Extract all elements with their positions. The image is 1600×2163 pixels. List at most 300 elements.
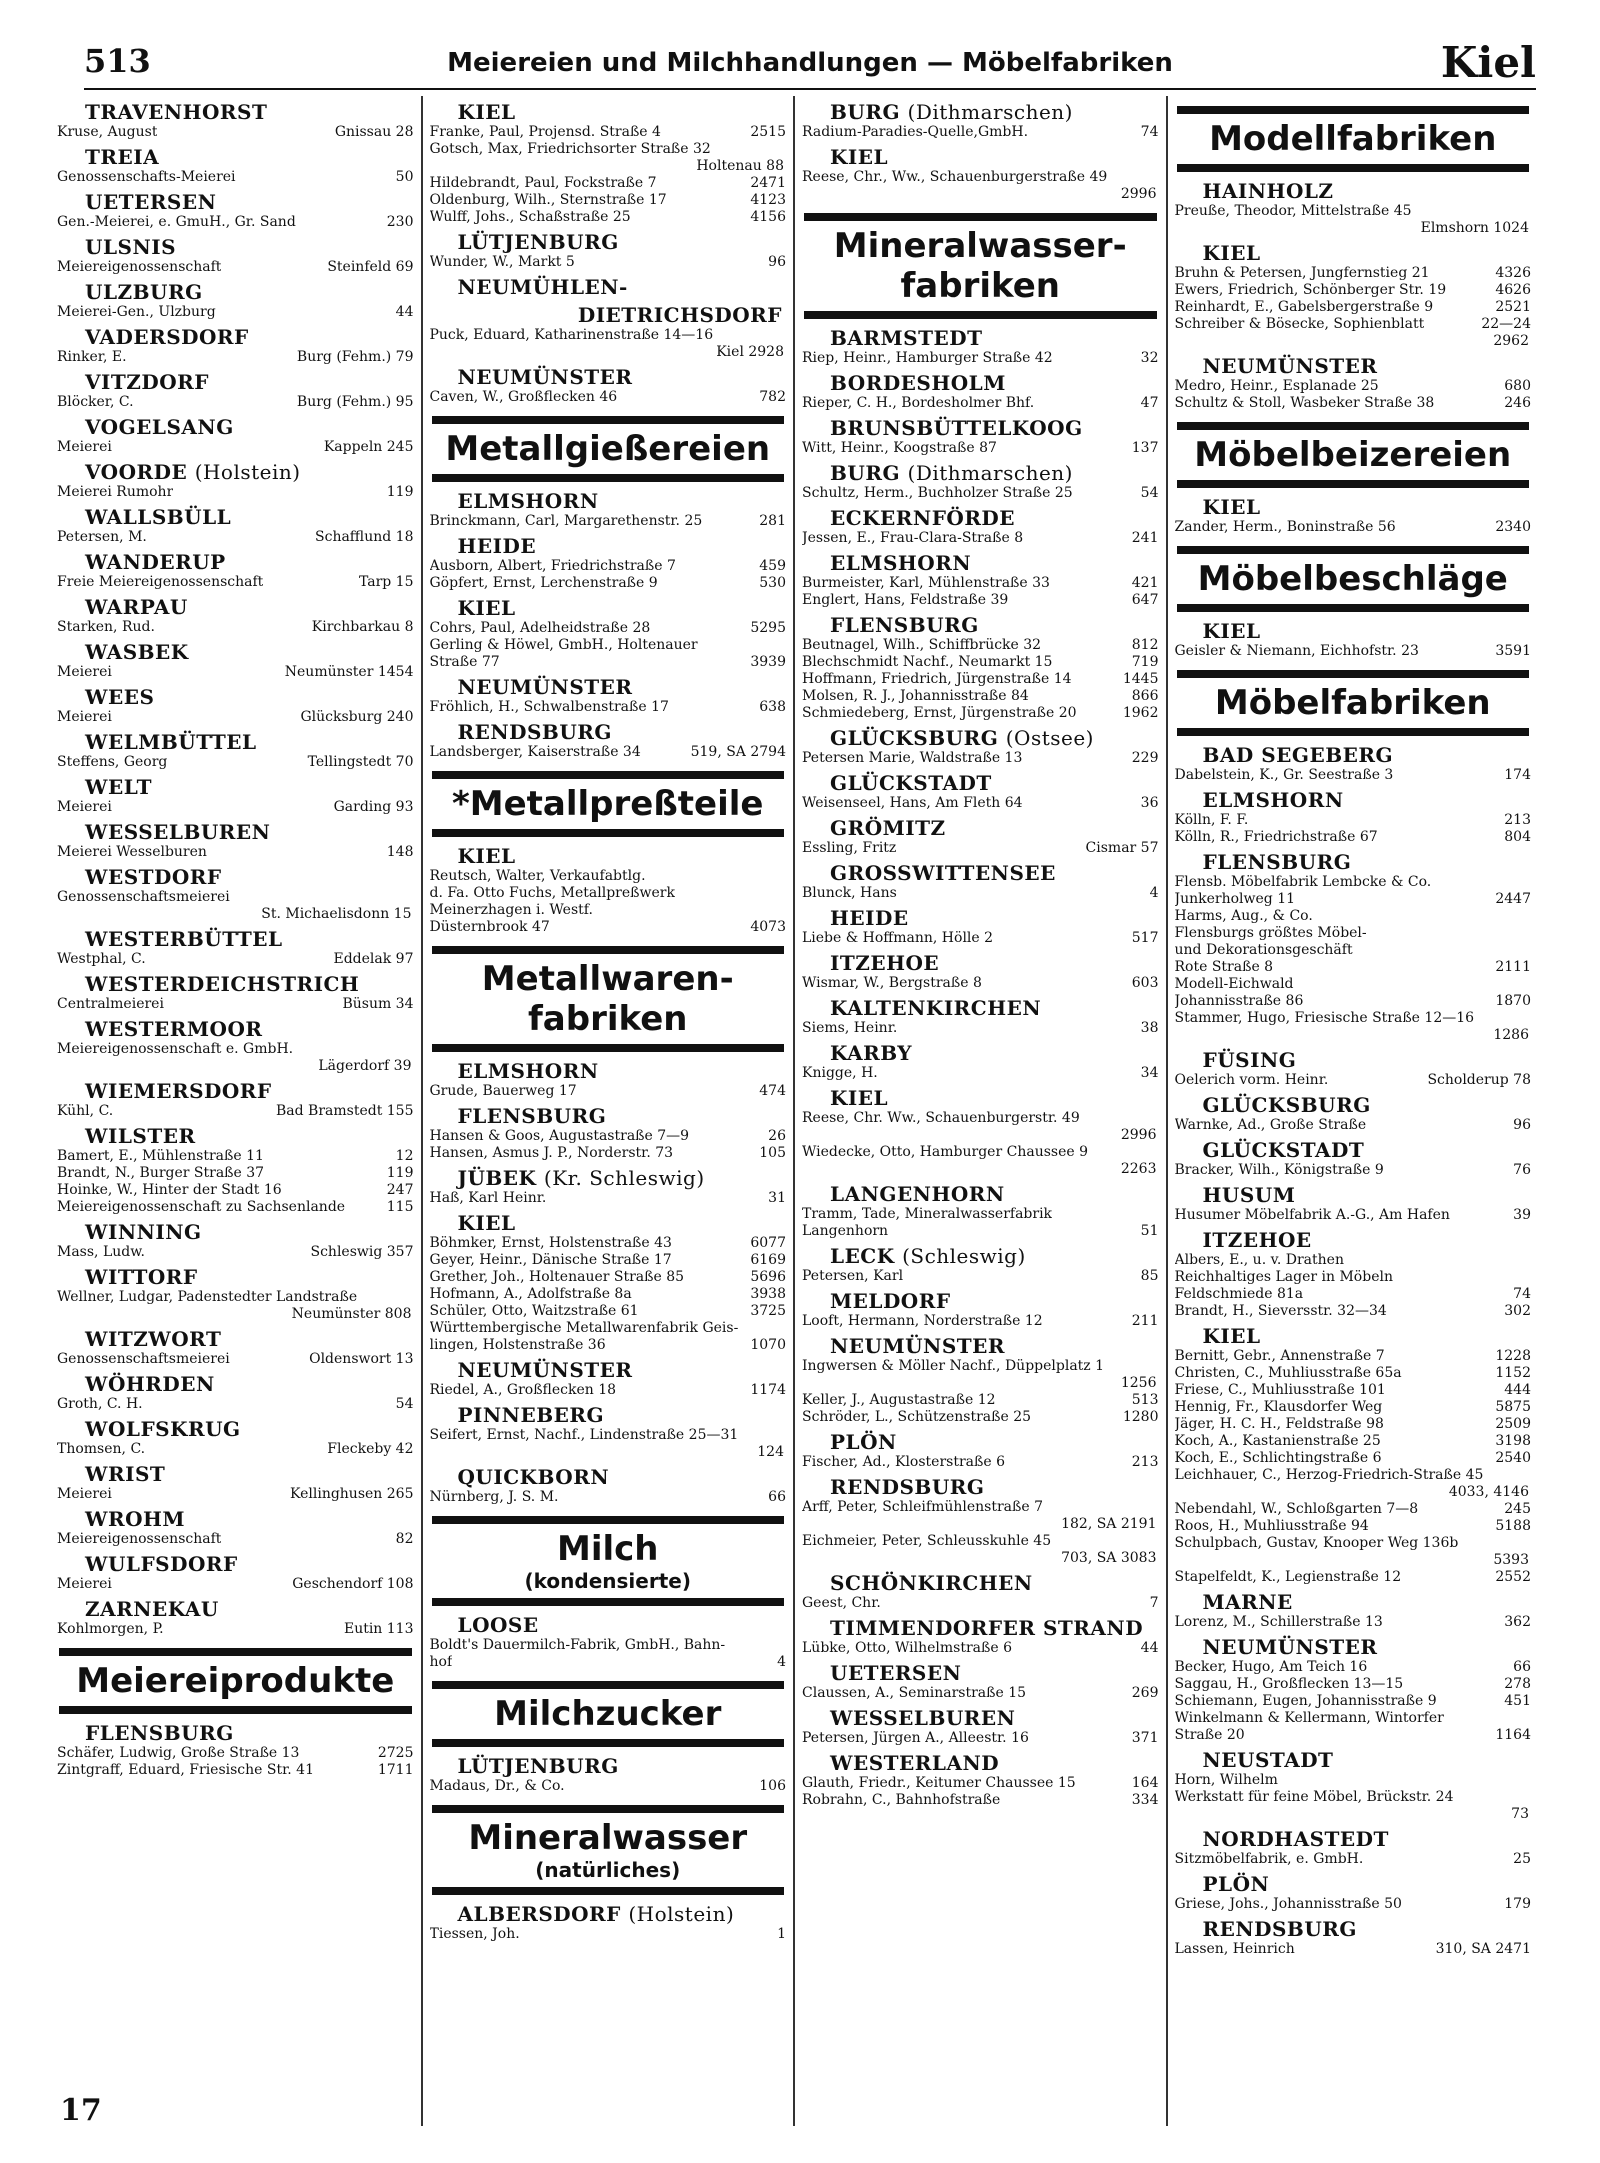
listing-entry	[430, 1286, 787, 1303]
listing-entry	[802, 1775, 1159, 1792]
town-heading	[802, 1662, 1159, 1685]
entry-phone: 96	[1513, 1117, 1531, 1133]
town-heading	[1175, 1229, 1532, 1252]
entry-name: Böhmker, Ernst, Holstenstraße 43	[429, 1235, 672, 1251]
town-name: GLÜCKSTADT	[830, 771, 992, 795]
entry-name: Reese, Chr. Ww., Schauenburgerstr. 49	[802, 1110, 1080, 1126]
listing-entry	[802, 1065, 1159, 1082]
town-name: WILSTER	[85, 1124, 196, 1148]
listing-entry	[430, 654, 787, 671]
listing-entry	[1175, 1010, 1532, 1027]
listing-entry	[1175, 942, 1532, 959]
town-heading	[430, 490, 787, 513]
entry-phone: 245	[1504, 1501, 1531, 1517]
listing-entry	[430, 1235, 787, 1252]
town-heading	[1175, 242, 1532, 265]
entry-phone: Bad Bramstedt 155	[275, 1103, 414, 1119]
town-heading	[57, 1373, 414, 1396]
entry-phone: Kappeln 245	[323, 439, 414, 455]
town-heading	[57, 1328, 414, 1351]
town-name: VADERSDORF	[85, 325, 249, 349]
listing-entry	[802, 124, 1159, 141]
listing-entry	[430, 124, 787, 141]
entry-phone	[780, 141, 786, 158]
listing-entry	[1175, 1535, 1532, 1552]
category-heading	[432, 1516, 785, 1606]
town-name: HAINHOLZ	[1202, 179, 1334, 203]
town-name: WELT	[85, 775, 153, 799]
entry-phone: 1174	[750, 1382, 786, 1398]
listing-entry	[802, 688, 1159, 705]
entry-phone	[780, 1427, 786, 1444]
listing-entry	[57, 349, 414, 366]
entry-continuation: Elmshorn 1024	[1420, 220, 1529, 236]
entry-name: Koch, A., Kastanienstraße 25	[1174, 1433, 1381, 1449]
listing-entry	[802, 575, 1159, 592]
town-name: BORDESHOLM	[830, 371, 1006, 395]
entry-phone	[1153, 1110, 1159, 1127]
listing-entry	[802, 1792, 1159, 1809]
town-name: WESTERBÜTTEL	[85, 927, 283, 951]
entry-name: Straße 77	[429, 654, 500, 670]
entry-continuation: 703, SA 3083	[1061, 1550, 1157, 1566]
town-name: RENDSBURG	[830, 1475, 985, 1499]
listing-entry	[1175, 1450, 1532, 1467]
entry-phone: 278	[1504, 1676, 1531, 1692]
entry-phone: 3591	[1495, 643, 1531, 659]
town-heading	[802, 1752, 1159, 1775]
entry-phone: 2509	[1495, 1416, 1531, 1432]
town-heading	[802, 997, 1159, 1020]
town-name: KARBY	[830, 1041, 913, 1065]
entry-name: Reichhaltiges Lager in Möbeln	[1174, 1269, 1393, 1285]
category-subtitle: (natürliches)	[535, 1858, 681, 1882]
entry-name: Meiereigenossenschaft	[57, 1531, 222, 1547]
entry-name: Schultz, Herm., Buchholzer Straße 25	[802, 485, 1073, 501]
entry-name: Petersen Marie, Waldstraße 13	[802, 750, 1023, 766]
entry-phone: 4073	[750, 919, 786, 935]
listing-entry	[57, 1244, 414, 1261]
listing-entry	[57, 1199, 414, 1216]
entry-continuation: St. Michaelisdonn 15	[261, 906, 412, 922]
entry-phone: 517	[1131, 930, 1159, 946]
listing-entry	[1175, 1710, 1532, 1727]
entry-name: Reese, Chr., Ww., Schauenburgerstraße 49	[802, 169, 1108, 185]
town-name: UETERSEN	[85, 190, 217, 214]
listing-entry	[1175, 925, 1532, 942]
column-2	[423, 96, 796, 2126]
listing-entry	[57, 1396, 414, 1413]
listing-entry	[430, 902, 787, 919]
entry-name: Meierei	[57, 799, 112, 815]
town-heading	[57, 596, 414, 619]
town-name: PLÖN	[1202, 1872, 1270, 1896]
entry-phone: 1164	[1495, 1727, 1531, 1743]
listing-entry	[430, 885, 787, 902]
entry-phone: 2471	[750, 175, 786, 191]
category-heading	[432, 771, 785, 837]
town-name: KIEL	[1202, 495, 1261, 519]
town-name: WIEMERSDORF	[85, 1079, 272, 1103]
entry-name: Nürnberg, J. S. M.	[429, 1489, 559, 1505]
entry-phone: 66	[768, 1489, 786, 1505]
entry-continuation: 4033, 4146	[1448, 1484, 1529, 1500]
listing-entry	[57, 169, 414, 186]
town-name: ALBERSDORF	[457, 1902, 621, 1926]
entry-phone: 1711	[377, 1762, 414, 1778]
entry-name: d. Fa. Otto Fuchs, Metallpreßwerk	[429, 885, 675, 901]
town-heading	[430, 1404, 787, 1427]
entry-name: Schiemann, Eugen, Johannisstraße 9	[1174, 1693, 1437, 1709]
category-title: Mineralwasser	[468, 1818, 748, 1858]
entry-phone: 444	[1504, 1382, 1531, 1398]
entry-phone: 1152	[1495, 1365, 1531, 1381]
entry-phone: 1445	[1122, 671, 1159, 687]
entry-phone	[1525, 1467, 1531, 1484]
entry-name: Grude, Bauerweg 17	[429, 1083, 577, 1099]
town-heading	[57, 866, 414, 889]
entry-name: Modell-Eichwald	[1174, 976, 1294, 992]
listing-entry	[802, 671, 1159, 688]
listing-entry	[1175, 959, 1532, 976]
entry-name: Riep, Heinr., Hamburger Straße 42	[802, 350, 1053, 366]
entry-name: Stammer, Hugo, Friesische Straße 12—16	[1174, 1010, 1475, 1026]
town-heading	[802, 772, 1159, 795]
town-name: BURG	[830, 100, 901, 124]
entry-phone: Eddelak 97	[333, 951, 414, 967]
listing-entry	[802, 1640, 1159, 1657]
entry-phone: 603	[1131, 975, 1159, 991]
entry-phone: 334	[1131, 1792, 1159, 1808]
entry-continuation: 124	[757, 1444, 784, 1460]
listing-entry	[802, 592, 1159, 609]
category-title: Modellfabriken	[1209, 119, 1497, 159]
entry-name: Thomsen, C.	[57, 1441, 146, 1457]
town-name: KIEL	[457, 100, 516, 124]
category-title: Metallgießereien	[445, 429, 771, 469]
town-note: (Kr. Schleswig)	[543, 1166, 705, 1190]
entry-phone	[780, 637, 786, 654]
town-heading	[430, 1755, 787, 1778]
entry-name: Göpfert, Ernst, Lerchenstraße 9	[429, 575, 658, 591]
entry-name: Becker, Hugo, Am Teich 16	[1174, 1659, 1368, 1675]
category-title: Meiereiprodukte	[76, 1661, 395, 1701]
listing-entry	[430, 513, 787, 530]
town-heading	[802, 462, 1159, 485]
town-name: WESTDORF	[85, 865, 222, 889]
town-name: FLENSBURG	[85, 1721, 234, 1745]
entry-phone: Schleswig 357	[310, 1244, 414, 1260]
listing-entry	[802, 440, 1159, 457]
entry-name: Albers, E., u. v. Drathen	[1174, 1252, 1344, 1268]
entry-name: Winkelmann & Kellermann, Wintorfer	[1174, 1710, 1444, 1726]
entry-phone: 179	[1504, 1896, 1531, 1912]
entry-name: Centralmeierei	[57, 996, 164, 1012]
town-name: ULZBURG	[85, 280, 203, 304]
entry-name: Groth, C. H.	[57, 1396, 143, 1412]
listing-entry	[802, 1020, 1159, 1037]
town-heading	[57, 1553, 414, 1576]
town-name: QUICKBORN	[457, 1465, 610, 1489]
entry-phone: 39	[1513, 1207, 1531, 1223]
entry-name: Meierei Wesselburen	[57, 844, 207, 860]
town-heading	[430, 1359, 787, 1382]
town-name: KIEL	[830, 145, 889, 169]
listing-entry	[1175, 1614, 1532, 1631]
listing-entry	[1175, 1727, 1532, 1744]
entry-phone: 32	[1140, 350, 1159, 366]
listing-entry	[57, 124, 414, 141]
entry-name: Brinckmann, Carl, Margarethenstr. 25	[429, 513, 703, 529]
entry-continuation: 2962	[1493, 333, 1529, 349]
entry-name: Gotsch, Max, Friedrichsorter Straße 32	[429, 141, 711, 157]
entry-phone	[780, 1637, 786, 1654]
entry-continuation: Neumünster 808	[291, 1306, 412, 1322]
entry-phone	[1525, 874, 1531, 891]
entry-phone: 38	[1140, 1020, 1159, 1036]
town-heading	[57, 371, 414, 394]
town-name: WOLFSKRUG	[85, 1417, 241, 1441]
entry-phone: 4123	[750, 192, 786, 208]
category-heading	[1177, 546, 1530, 612]
entry-phone: 26	[768, 1128, 786, 1144]
town-name: NEUMÜNSTER	[1202, 1635, 1378, 1659]
listing-entry	[430, 141, 787, 158]
listing-entry	[430, 1320, 787, 1337]
entry-name: Blöcker, C.	[57, 394, 134, 410]
town-heading	[802, 952, 1159, 975]
entry-phone: 647	[1131, 592, 1159, 608]
town-name: GLÜCKSBURG	[1202, 1093, 1371, 1117]
entry-phone: Geschendorf 108	[292, 1576, 414, 1592]
entry-phone: Tarp 15	[358, 574, 414, 590]
entry-phone: 31	[768, 1190, 786, 1206]
entry-phone: Kellinghusen 265	[290, 1486, 414, 1502]
entry-name: Liebe & Hoffmann, Hölle 2	[802, 930, 994, 946]
category-heading	[432, 1681, 785, 1747]
entry-name: Koch, E., Schlichtingstraße 6	[1174, 1450, 1382, 1466]
entry-phone: Burg (Fehm.) 95	[296, 394, 414, 410]
listing-entry	[57, 844, 414, 861]
entry-name: Friese, C., Muhliusstraße 101	[1174, 1382, 1386, 1398]
entry-name: Warnke, Ad., Große Straße	[1174, 1117, 1367, 1133]
category-heading	[432, 416, 785, 482]
entry-continuation: 1256	[1120, 1375, 1157, 1391]
entry-phone	[780, 327, 786, 344]
town-name: NEUMÜHLEN-	[457, 275, 628, 299]
listing-entry	[57, 1621, 414, 1638]
town-name: NEUMÜNSTER	[830, 1334, 1006, 1358]
listing-entry	[802, 1110, 1159, 1127]
listing-entry	[802, 1533, 1159, 1550]
town-name: WINNING	[85, 1220, 202, 1244]
listing-entry	[430, 192, 787, 209]
entry-name: Husumer Möbelfabrik A.-G., Am Hafen	[1174, 1207, 1450, 1223]
entry-name: Feldschmiede 81a	[1174, 1286, 1304, 1302]
town-heading	[1175, 1828, 1532, 1851]
entry-name: Caven, W., Großflecken 46	[429, 389, 618, 405]
entry-name: Robrahn, C., Bahnhofstraße	[802, 1792, 1001, 1808]
entry-name: Gerling & Höwel, GmbH., Holtenauer	[429, 637, 698, 653]
listing-entry	[1175, 1365, 1532, 1382]
listing-entry	[57, 619, 414, 636]
entry-phone: 246	[1504, 395, 1531, 411]
town-name: ITZEHOE	[1202, 1228, 1312, 1252]
entry-name: Werkstatt für feine Möbel, Brückstr. 24	[1174, 1789, 1454, 1805]
town-heading	[1175, 1325, 1532, 1348]
column-3	[795, 96, 1168, 2126]
entry-phone: 164	[1131, 1775, 1159, 1791]
town-heading	[1175, 1184, 1532, 1207]
entry-name: Boldt's Dauermilch-Fabrik, GmbH., Bahn-	[429, 1637, 726, 1653]
entry-name: Tiessen, Joh.	[429, 1926, 520, 1942]
listing-entry	[802, 1144, 1159, 1161]
town-heading	[802, 1476, 1159, 1499]
town-name: HEIDE	[457, 534, 537, 558]
town-heading	[430, 535, 787, 558]
listing-entry	[1175, 1501, 1532, 1518]
entry-name: Dabelstein, K., Gr. Seestraße 3	[1174, 767, 1394, 783]
entry-phone: 2725	[377, 1745, 414, 1761]
entry-name: Nebendahl, W., Schloßgarten 7—8	[1174, 1501, 1419, 1517]
entry-phone	[1153, 169, 1159, 186]
town-heading	[57, 1722, 414, 1745]
entry-phone: 2515	[750, 124, 786, 140]
entry-phone: 451	[1504, 1693, 1531, 1709]
entry-name: Meierei	[57, 1576, 112, 1592]
town-name: NEUSTADT	[1202, 1748, 1334, 1772]
entry-name: Meierei	[57, 439, 112, 455]
entry-phone: 22—24	[1481, 316, 1531, 332]
entry-name: Petersen, Karl	[802, 1268, 904, 1284]
entry-name: Hoffmann, Friedrich, Jürgenstraße 14	[802, 671, 1072, 687]
listing-entry	[57, 1351, 414, 1368]
entry-phone: 74	[1513, 1286, 1531, 1302]
listing-entry	[802, 350, 1159, 367]
entry-phone: 1280	[1122, 1409, 1159, 1425]
category-title: Mineralwasser-fabriken	[833, 226, 1127, 306]
entry-phone: 310, SA 2471	[1435, 1941, 1531, 1957]
listing-entry	[802, 530, 1159, 547]
town-name: VOGELSANG	[85, 415, 234, 439]
listing-entry	[802, 795, 1159, 812]
town-name: KIEL	[1202, 241, 1261, 265]
entry-name: Molsen, R. J., Johannisstraße 84	[802, 688, 1029, 704]
entry-phone: Glücksburg 240	[300, 709, 414, 725]
entry-phone: 2521	[1495, 299, 1531, 315]
listing-entry	[1175, 1433, 1532, 1450]
town-name: WÖHRDEN	[85, 1372, 215, 1396]
town-heading	[57, 1080, 414, 1103]
entry-phone	[1153, 1144, 1159, 1161]
category-heading	[59, 1648, 412, 1714]
town-heading	[802, 907, 1159, 930]
entry-name: Brandt, H., Sieversstr. 32—34	[1174, 1303, 1387, 1319]
entry-phone: 782	[759, 389, 786, 405]
town-heading	[57, 686, 414, 709]
listing-entry	[1175, 767, 1532, 784]
entry-phone: 2111	[1495, 959, 1531, 975]
entry-phone	[1153, 1499, 1159, 1516]
town-name: NEUMÜNSTER	[457, 365, 633, 389]
entry-name: Meierei-Gen., Ulzburg	[57, 304, 216, 320]
entry-name: Witt, Heinr., Koogstraße 87	[802, 440, 997, 456]
entry-name: Hennig, Fr., Klausdorfer Weg	[1174, 1399, 1383, 1415]
entry-phone: Büsum 34	[342, 996, 414, 1012]
listing-entry	[430, 1778, 787, 1795]
entry-phone: 269	[1131, 1685, 1159, 1701]
entry-phone: 74	[1140, 124, 1159, 140]
listing-entry	[430, 175, 787, 192]
listing-entry	[1175, 1269, 1532, 1286]
listing-entry	[1175, 1162, 1532, 1179]
entry-name: Rieper, C. H., Bordesholmer Bhf.	[802, 395, 1035, 411]
town-heading	[802, 1183, 1159, 1206]
town-heading	[57, 416, 414, 439]
town-heading	[430, 676, 787, 699]
category-title: Möbelfabriken	[1214, 683, 1491, 723]
entry-name: Cohrs, Paul, Adelheidstraße 28	[429, 620, 651, 636]
listing-entry	[57, 1745, 414, 1762]
entry-name: Hoinke, W., Hinter der Stadt 16	[57, 1182, 282, 1198]
entry-phone	[1525, 908, 1531, 925]
entry-name: Bamert, E., Mühlenstraße 11	[57, 1148, 264, 1164]
town-note: (Ostsee)	[1005, 726, 1094, 750]
town-name: BRUNSBÜTTELKOOG	[830, 416, 1083, 440]
entry-phone: 302	[1504, 1303, 1531, 1319]
entry-name: Rinker, E.	[57, 349, 127, 365]
town-heading	[430, 304, 787, 327]
entry-phone: 96	[768, 254, 786, 270]
entry-name: Stapelfeldt, K., Legienstraße 12	[1174, 1569, 1402, 1585]
entry-name: Hildebrandt, Paul, Fockstraße 7	[429, 175, 657, 191]
town-heading	[57, 641, 414, 664]
listing-entry	[1175, 1303, 1532, 1320]
town-name: WESSELBUREN	[85, 820, 271, 844]
footer-number: 17	[60, 2093, 102, 2128]
entry-phone: 213	[1504, 812, 1531, 828]
entry-phone: 115	[386, 1199, 414, 1215]
entry-name: Medro, Heinr., Esplanade 25	[1174, 378, 1379, 394]
entry-phone: 2540	[1495, 1450, 1531, 1466]
entry-name: Geest, Chr.	[802, 1595, 881, 1611]
listing-entry	[802, 169, 1159, 186]
town-heading	[1175, 1094, 1532, 1117]
town-heading	[430, 1105, 787, 1128]
listing-entry	[802, 1454, 1159, 1471]
entry-phone: Steinfeld 69	[327, 259, 414, 275]
entry-name: Steffens, Georg	[57, 754, 168, 770]
entry-phone: 6169	[750, 1252, 786, 1268]
town-name: JÜBEK	[457, 1166, 537, 1190]
town-name: KIEL	[830, 1086, 889, 1110]
listing-entry	[1175, 1789, 1532, 1806]
entry-name: Zander, Herm., Boninstraße 56	[1174, 519, 1396, 535]
town-name: WANDERUP	[85, 550, 226, 574]
town-name: UETERSEN	[830, 1661, 962, 1685]
listing-entry	[57, 754, 414, 771]
listing-entry	[430, 1145, 787, 1162]
entry-phone: 34	[1140, 1065, 1159, 1081]
listing-entry	[430, 1083, 787, 1100]
entry-phone: 638	[759, 699, 786, 715]
entry-phone: Garding 93	[333, 799, 414, 815]
entry-phone: 4	[1149, 885, 1159, 901]
entry-name: Harms, Aug., & Co.	[1174, 908, 1313, 924]
entry-phone: 25	[1513, 1851, 1531, 1867]
entry-phone: 174	[1504, 767, 1531, 783]
listing-entry	[57, 304, 414, 321]
